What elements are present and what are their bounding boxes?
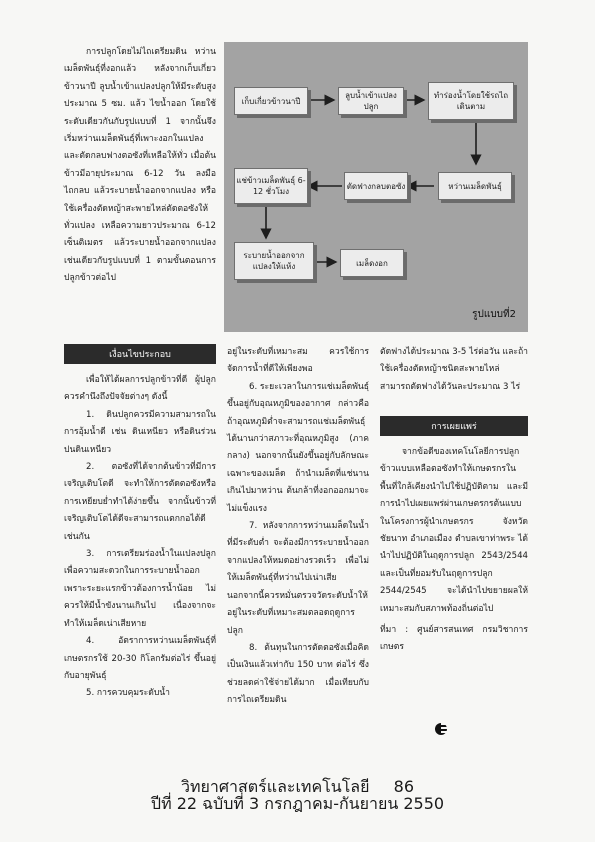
factors-column	[64, 372, 216, 703]
factor-item-7: 7. หลังจากการหว่านเมล็ดในน้ำที่มีระดับต่ำ จะต้องมีการระบายน้ำออกจากแปลงให้หมดอย่างรวดเร็ว เพื่อไม่ให้เมล็ดพันธุ์ที่หว่านไปเน่าเสีย นอกจากนี้ควรหมั่นตรวจวัดระดับน้ำให้อยู่ในระดับที่เหมาะสมตลอดฤดูการปลูก	[227, 521, 369, 636]
step-germinated: เมล็ดงอก	[340, 249, 404, 277]
factor-item-3: 3. การเตรียมร่องน้ำในแปลงปลูกเพื่อความสะดวกในการระบายน้ำออก เพราะระยะแรกข้าวต้องการน้ำน้อย ไม่ควรให้มีน้ำขังนานเกินไป เนื่องจากจะทำให้เมล็ดเน่าเสียหาย	[64, 549, 216, 629]
step-flood-field: ลูบน้ำเข้าแปลงปลูก	[338, 87, 404, 115]
flow-diagram-figure	[224, 42, 528, 332]
step-drain-field: ระบายน้ำออกจากแปลงให้แห้ง	[234, 242, 314, 280]
intro-paragraph: การปลูกโดยไม่ไถเตรียมดิน หว่านเมล็ดพันธุ์ที่งอกแล้ว หลังจากเก็บเกี่ยวข้าวนาปี ลูบน้ำเข้าแปลงปลูกให้มีระดับสูง ประมาณ 5 ซม. แล้ว ไขน้ำออก โดยใช้ระดับเดียวกันกับรูปแบบที่ 1 จากนั้นจึงเริ่มหว่านเมล็ดพันธุ์ที่เพาะงอกในแปลงและตัดกลบฟางตอซังที่เหลือให้ทั่ว เมื่อต้นข้าวมีอายุประมาณ 6-12 วัน ลงมือไถกลบ แล้วระบายน้ำออกจากแปลง หรือใช้เครื่องตัดหญ้าสะพายไหล่ตัดตอซังให้ทั่วแปลง เหลือความยาวประมาณ 6-12 เซ็นติเมตร แล้วระบายน้ำออกจากแปลงเช่นเดียวกับรูปแบบที่ 1 ตามขั้นตอนการปลูกข้าวต่อไป	[64, 47, 216, 284]
step-soak-seed: แช่ข้าวเมล็ดพันธุ์ 6-12 ชั่วโมง	[234, 168, 308, 204]
end-mark-icon	[434, 722, 448, 736]
middle-column	[227, 344, 369, 710]
factor-item-2: 2. ตอซังที่ได้จากต้นข้าวที่มีการเจริญเติบโตดี จะทำให้การตัดตอซังหรือการเหยียบย่ำทำได้ง่ายขึ้น จากนั้นข้าวที่เจริญเติบโตได้ดีจะสามารถแตกกอได้ดีเช่นกัน	[64, 462, 216, 542]
spread-header: การเผยแพร่	[380, 416, 528, 436]
factors-header: เงื่อนไขประกอบ	[64, 344, 216, 364]
step-cut-straw: ตัดฟางกลบตอซัง	[344, 172, 408, 200]
step-make-drain: ทำร่องน้ำโดยใช้รถไถเดินตาม	[428, 82, 514, 120]
right-column-top	[380, 344, 528, 396]
right-column-bottom	[380, 444, 528, 657]
factor-item-8: 8. ต้นทุนในการตัดตอซังเมื่อคิดเป็นเงินแล้วเท่ากับ 150 บาท ต่อไร่ ซึ่งช่วยลดค่าใช้จ่ายได้มาก เมื่อเทียบกับการไถเตรียมดิน	[227, 642, 369, 706]
spread-paragraph: จากข้อดีของเทคโนโลยีการปลูกข้าวแบบเหลือตอซังทำให้เกษตรกรในพื้นที่ใกล้เคียงนำไปใช้ปฏิบัติตาม และมีการนำไปเผยแพร่ผ่านเกษตรกรต้นแบบในโครงการผู้นำเกษตรกร จังหวัดชัยนาท อำเภอเมือง ตำบลเขาท่าพระ ได้นำไปปฏิบัติในฤดูการปลูก 2543/2544 และเป็นที่ยอมรับในฤดูการปลูก 2544/2545 จะได้นำไปขยายผลให้เหมาะสมกับสภาพท้องถิ่นต่อไป	[380, 447, 528, 614]
factor-item-6: 6. ระยะเวลาในการแช่เมล็ดพันธุ์ขึ้นอยู่กับอุณหภูมิของอากาศ กล่าวคือถ้าอุณหภูมิต่ำจะสามารถแช่เมล็ดพันธุ์ได้นานกว่าสภาวะที่อุณหภูมิสูง (ภาคกลาง) นอกจากนั้นยังขึ้นอยู่กับลักษณะเฉพาะของเมล็ด ถ้านำเมล็ดที่แช่นานเกินไปมาหว่าน ต้นกล้าที่งอกออกมาจะไม่แข็งแรง	[227, 381, 369, 514]
factor-item-5: 5. การควบคุมระดับน้ำ	[86, 688, 170, 699]
step-harvest: เก็บเกี่ยวข้าวนาปี	[234, 87, 308, 115]
right-top-text: ตัดฟางได้ประมาณ 3-5 ไร่ต่อวัน และถ้าใช้เครื่องตัดหญ้าชนิดสะพายไหล่สามารถตัดฟางได้วันละประมาณ 3 ไร่	[380, 347, 528, 392]
factors-intro: เพื่อให้ได้ผลการปลูกข้าวที่ดี ผู้ปลูกควรคำนึงถึงปัจจัยต่างๆ ดังนี้	[64, 375, 216, 403]
factor-item-1: 1. ดินปลูกควรมีความสามารถในการอุ้มน้ำดี เช่น ดินเหนียว หรือดินร่วนปนดินเหนียว	[64, 409, 216, 455]
middle-lead: อยู่ในระดับที่เหมาะสม ควรใช้การจัดการน้ำที่ดีให้เพียงพอ	[227, 347, 369, 375]
page-number: 86	[393, 777, 415, 796]
source-note: ที่มา : ศูนย์สารสนเทศ กรมวิชาการเกษตร	[380, 625, 528, 653]
figure-label: รูปแบบที่2	[472, 309, 516, 320]
step-sow-seed: หว่านเมล็ดพันธุ์	[438, 172, 512, 200]
journal-name: วิทยาศาสตร์และเทคโนโลยี	[180, 777, 370, 796]
intro-column	[64, 44, 216, 288]
factor-item-4: 4. อัตราการหว่านเมล็ดพันธุ์ที่เกษตรกรใช้ 20-30 กิโลกรัมต่อไร่ ขึ้นอยู่กับอายุพันธุ์	[64, 636, 216, 681]
footer-issue: ปีที่ 22 ฉบับที่ 3 กรกฎาคม-กันยายน 2550	[150, 794, 445, 813]
